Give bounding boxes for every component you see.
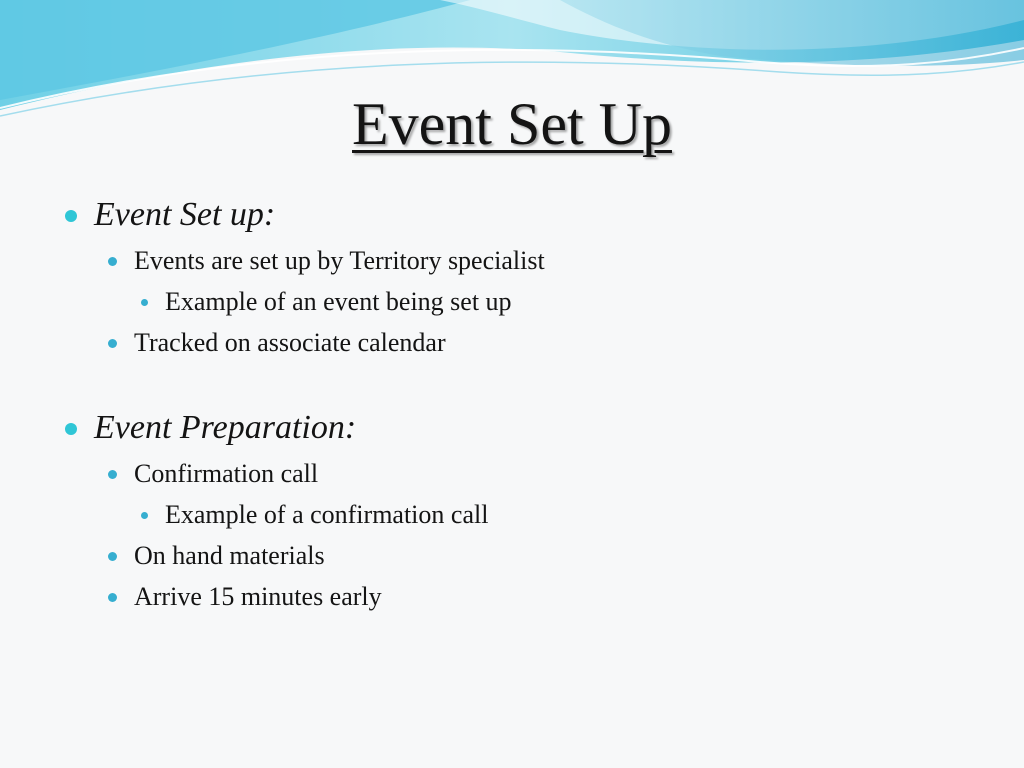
list-item-text: Tracked on associate calendar [134, 328, 446, 357]
bullet-icon [108, 339, 117, 348]
section-heading-event-preparation [62, 403, 962, 453]
bullet-icon [108, 552, 117, 561]
bullet-icon [65, 423, 77, 435]
sub-list-item [62, 494, 962, 535]
section-heading-text: Event Set up: [94, 196, 276, 233]
bullet-icon [108, 593, 117, 602]
section-spacer [62, 363, 962, 403]
list-item-text: Confirmation call [134, 459, 319, 488]
sub-list-item [62, 281, 962, 322]
list-item-text: Events are set up by Territory specialist [134, 246, 545, 275]
bullet-icon [108, 470, 117, 479]
slide-body [62, 190, 962, 617]
bullet-icon [108, 257, 117, 266]
list-item [62, 535, 962, 576]
bullet-icon [65, 210, 77, 222]
list-item [62, 322, 962, 363]
list-item [62, 240, 962, 281]
sub-list-item-text: Example of a confirmation call [165, 500, 489, 529]
bullet-icon [141, 299, 148, 306]
list-item-text: On hand materials [134, 541, 325, 570]
list-item-text: Arrive 15 minutes early [134, 582, 382, 611]
section-heading-event-set-up [62, 190, 962, 240]
slide-title: Event Set Up [352, 91, 672, 157]
list-item [62, 576, 962, 617]
section-heading-text: Event Preparation: [94, 409, 357, 446]
list-item [62, 453, 962, 494]
sub-list-item-text: Example of an event being set up [165, 287, 512, 316]
bullet-icon [141, 512, 148, 519]
